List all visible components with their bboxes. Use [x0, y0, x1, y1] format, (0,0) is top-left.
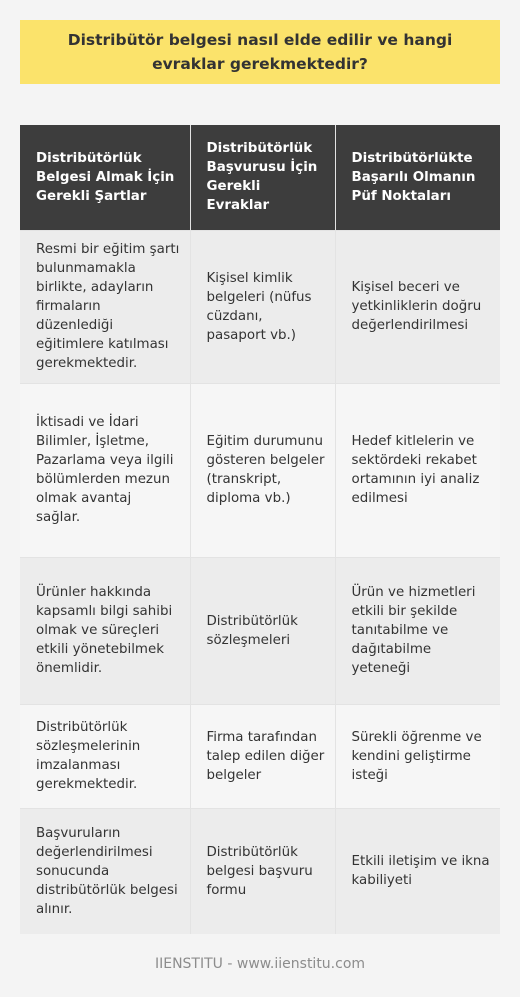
- table-cell: Etkili iletişim ve ikna kabiliyeti: [335, 808, 500, 934]
- table-row: [20, 230, 500, 383]
- page-title: Distribütör belgesi nasıl elde edilir ve hangi evraklar gerekmektedir?: [67, 31, 453, 73]
- table-cell: Kişisel kimlik belgeleri (nüfus cüzdanı, pasaport vb.): [190, 230, 335, 383]
- table-cell: Resmi bir eğitim şartı bulunmamakla birlikte, adayların firmaların düzenlediği eğitimlere katılması gerekmektedir.: [20, 230, 190, 383]
- table-cell: Distribütörlük belgesi başvuru formu: [190, 808, 335, 934]
- comparison-table: [20, 125, 500, 934]
- table-cell: Hedef kitlelerin ve sektördeki rekabet ortamının iyi analiz edilmesi: [335, 383, 500, 557]
- table-header-row: [20, 125, 500, 230]
- table-cell: İktisadi ve İdari Bilimler, İşletme, Pazarlama veya ilgili bölümlerden mezun olmak avantaj sağlar.: [20, 383, 190, 557]
- table-cell: Ürün ve hizmetleri etkili bir şekilde tanıtabilme ve dağıtabilme yeteneği: [335, 557, 500, 704]
- table-cell: Kişisel beceri ve yetkinliklerin doğru değerlendirilmesi: [335, 230, 500, 383]
- table-cell: Firma tarafından talep edilen diğer belgeler: [190, 704, 335, 808]
- table-row: [20, 704, 500, 808]
- table-cell: Başvuruların değerlendirilmesi sonucunda distribütörlük belgesi alınır.: [20, 808, 190, 934]
- table-cell: Distribütörlük sözleşmelerinin imzalanması gerekmektedir.: [20, 704, 190, 808]
- title-banner: [20, 20, 500, 84]
- table-row: [20, 557, 500, 704]
- table-row: [20, 383, 500, 557]
- table-cell: Sürekli öğrenme ve kendini geliştirme isteği: [335, 704, 500, 808]
- column-header-documents: Distribütörlük Başvurusu İçin Gerekli Evraklar: [190, 125, 335, 230]
- table-row: [20, 808, 500, 934]
- table-cell: Distribütörlük sözleşmeleri: [190, 557, 335, 704]
- table-cell: Ürünler hakkında kapsamlı bilgi sahibi olmak ve süreçleri etkili yönetebilmek önemlidir.: [20, 557, 190, 704]
- table-cell: Eğitim durumunu gösteren belgeler (transkript, diploma vb.): [190, 383, 335, 557]
- column-header-requirements: Distribütörlük Belgesi Almak İçin Gerekli Şartlar: [20, 125, 190, 230]
- footer-credit: IIENSTITU - www.iienstitu.com: [154, 956, 366, 972]
- column-header-tips: Distribütörlükte Başarılı Olmanın Püf Noktaları: [335, 125, 500, 230]
